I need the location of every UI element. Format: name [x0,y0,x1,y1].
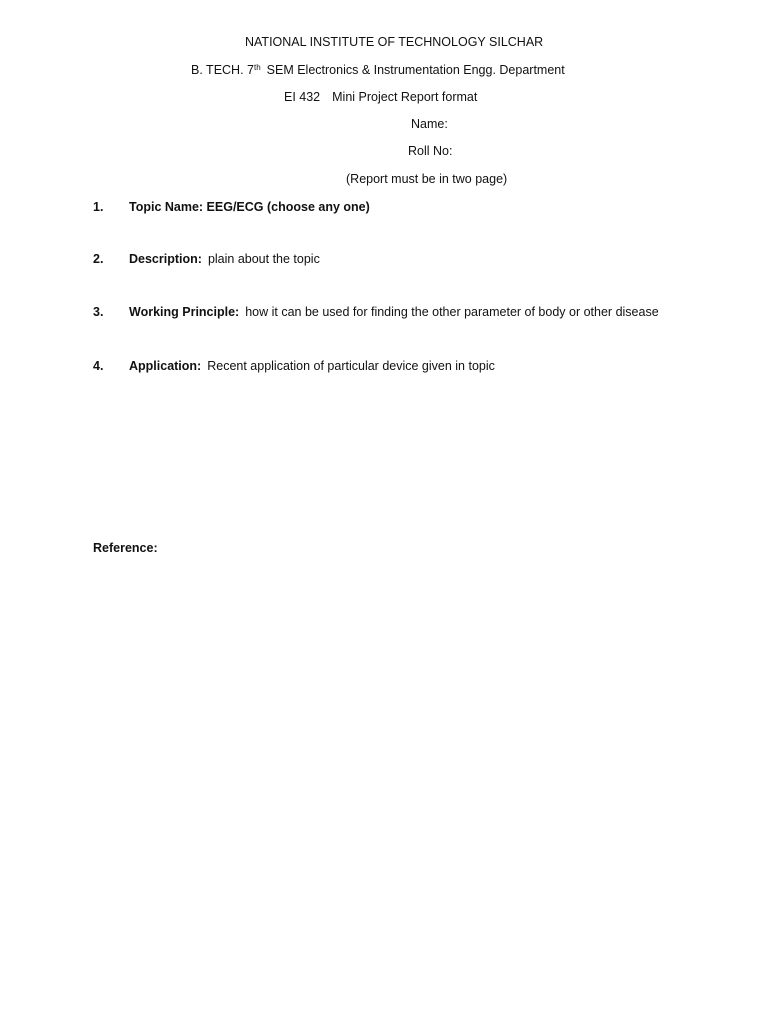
item-label: Description: [129,252,202,266]
item-number: 2. [93,252,104,266]
list-item [93,251,733,267]
item-number: 4. [93,359,104,373]
item-label: Application: [129,359,202,373]
course-line [284,89,477,105]
item-number: 3. [93,305,104,319]
course-title: Mini Project Report format [332,90,478,104]
institute-title: NATIONAL INSTITUTE OF TECHNOLOGY SILCHAR [245,35,544,49]
reference-heading: Reference: [93,541,158,555]
department-prefix: B. TECH. 7 [191,63,254,77]
roll-no-label: Roll No: [408,144,453,158]
item-label: Topic Name: EEG/ECG (choose any one) [129,200,370,214]
semester-superscript: th [253,63,261,72]
list-item [93,199,733,215]
item-number: 1. [93,200,104,214]
name-label: Name: [411,117,448,131]
course-code: EI 432 [284,90,321,104]
list-item [93,304,733,320]
department-suffix: SEM Electronics & Instrumentation Engg. Department [266,63,565,77]
page-limit-note: (Report must be in two page) [346,172,508,186]
item-label: Working Principle: [129,305,240,319]
list-item [93,358,733,374]
department-line [191,62,565,78]
item-description: Recent application of particular device given in topic [207,359,495,373]
item-description: how it can be used for finding the other parameter of body or other disease [245,305,659,319]
item-description: plain about the topic [207,252,320,266]
